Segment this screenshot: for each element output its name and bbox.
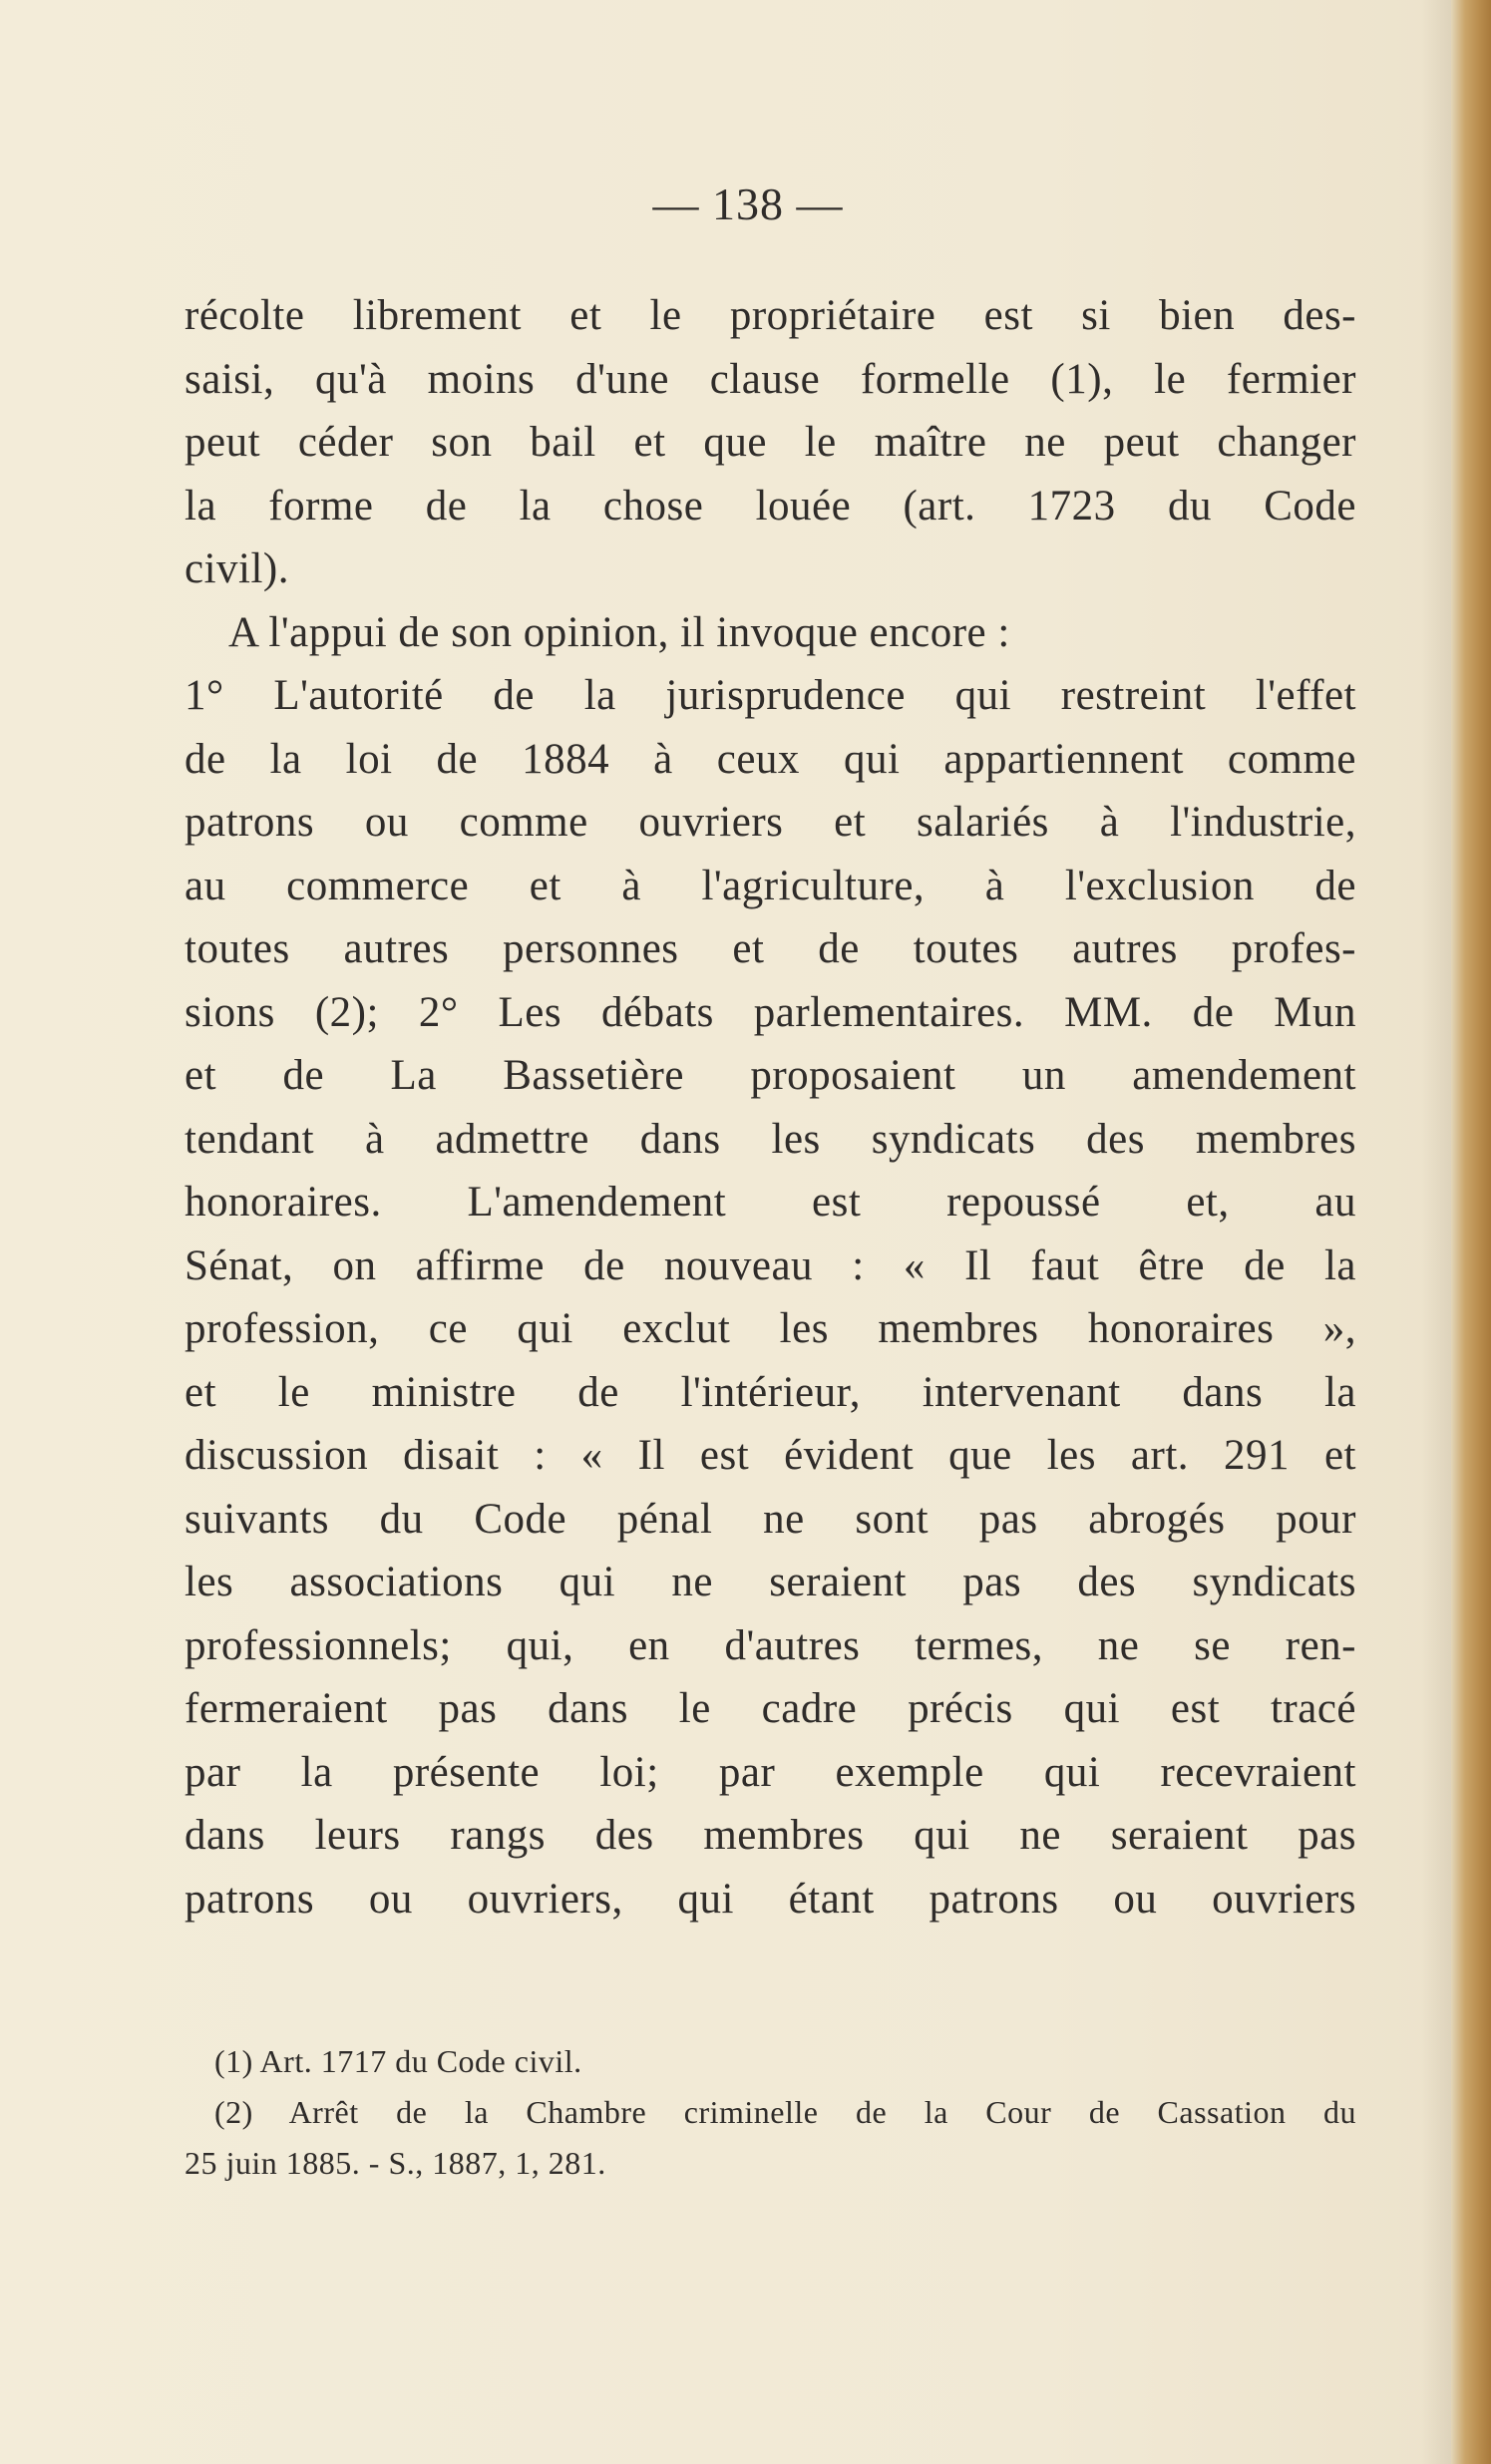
text-line: honoraires. L'amendement est repoussé et, au [185, 1179, 1356, 1226]
text-line: les associations qui ne seraient pas des syndicats [185, 1559, 1356, 1605]
text-line: Sénat, on affirme de nouveau : « Il faut être de la [185, 1241, 1356, 1289]
text-line: peut céder son bail et que le maître ne peut changer [185, 419, 1356, 466]
text-line: au commerce et à l'agriculture, à l'exclusion de [185, 862, 1356, 909]
body-text [185, 284, 1356, 1931]
text-line: A l'appui de son opinion, il invoque encore : [228, 608, 1010, 656]
text-line: patrons ou ouvriers, qui étant patrons ou ouvriers [185, 1875, 1356, 1923]
text-line: suivants du Code pénal ne sont pas abrogés pour [185, 1495, 1356, 1543]
book-binding-edge [1451, 0, 1491, 2464]
footnote-1: (1) Art. 1717 du Code civil. [214, 2043, 582, 2079]
footnote-2: (2) Arrêt de la Chambre criminelle de la Cour de Cassation du [214, 2094, 1356, 2130]
text-line: toutes autres personnes et de toutes autres profes- [185, 925, 1356, 972]
text-line: récolte librement et le propriétaire est si bien des- [185, 292, 1356, 339]
text-line: patrons ou comme ouvriers et salariés à l'industrie, [185, 799, 1356, 846]
text-line: 1° L'autorité de la jurisprudence qui restreint l'effet [185, 672, 1356, 719]
text-line: et de La Bassetière proposaient un amendement [185, 1052, 1356, 1099]
page-number: — 138 — [652, 178, 844, 229]
text-line: dans leurs rangs des membres qui ne seraient pas [185, 1812, 1356, 1859]
text-line: et le ministre de l'intérieur, intervenant dans la [185, 1368, 1356, 1416]
text-line: civil). [185, 545, 289, 592]
text-line: de la loi de 1884 à ceux qui appartiennent comme [185, 735, 1356, 783]
text-line: discussion disait : « Il est évident que les art. 291 et [185, 1432, 1356, 1479]
text-line: profession, ce qui exclut les membres honoraires », [185, 1305, 1356, 1352]
footnote-2-continuation: 25 juin 1885. - S., 1887, 1, 281. [185, 2145, 606, 2181]
text-line: saisi, qu'à moins d'une clause formelle (1), le fermier [185, 355, 1356, 403]
text-line: fermeraient pas dans le cadre précis qui est tracé [185, 1685, 1356, 1732]
footnotes [185, 2036, 1356, 2189]
text-line: tendant à admettre dans les syndicats des membres [185, 1115, 1356, 1163]
page-gutter-shadow [1421, 0, 1451, 2464]
text-line: sions (2); 2° Les débats parlementaires. MM. de Mun [185, 988, 1356, 1036]
text-line: par la présente loi; par exemple qui recevraient [185, 1748, 1356, 1796]
text-line: la forme de la chose louée (art. 1723 du Code [185, 482, 1356, 529]
text-line: professionnels; qui, en d'autres termes, ne se ren- [185, 1621, 1356, 1669]
